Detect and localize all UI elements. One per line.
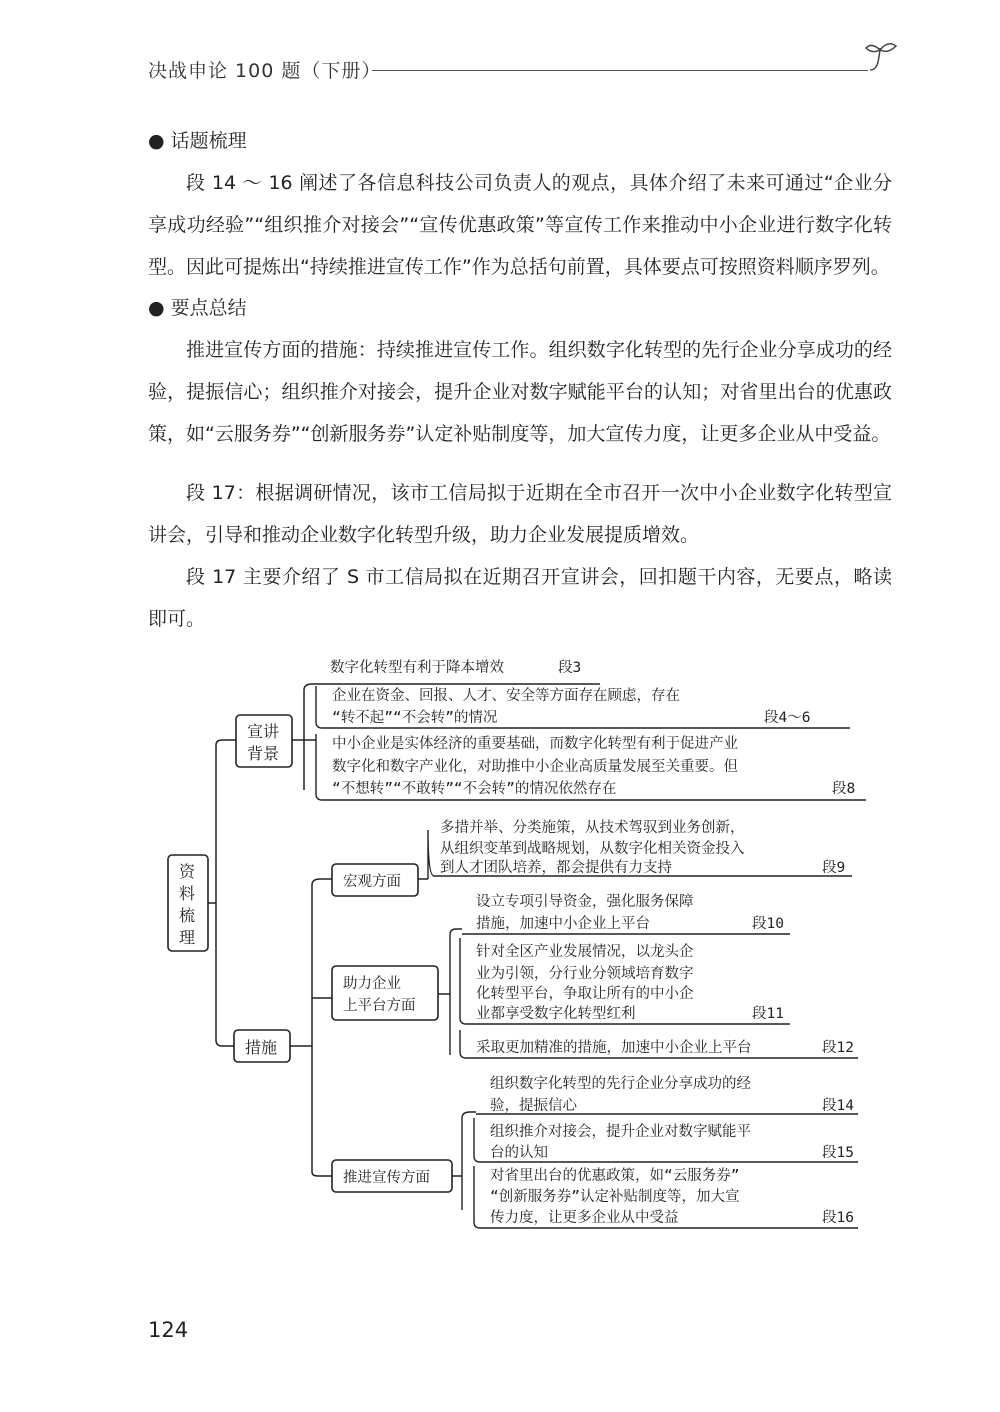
summary-heading: ● 要点总结 (148, 297, 247, 319)
platform-item-2-line-2: 业为引领，分行业分领域培育数字 (476, 966, 694, 982)
promotion-item-3-line-1: 对省里出台的优惠政策，如“云服务券” (490, 1168, 740, 1184)
background-connector (292, 684, 316, 790)
root-char-1: 资 (179, 862, 196, 881)
promotion-item-2-line-1: 组织推介对接会，提升企业对数字赋能平 (490, 1124, 751, 1140)
bg-item-2-ref: 段4～6 (764, 710, 811, 726)
platform-item-1-line-1: 设立专项引导资金，强化服务保障 (476, 894, 694, 910)
background-label-line-2: 背景 (247, 744, 280, 763)
platform-item-3-line-1: 采取更加精准的措施，加速中小企业上平台 (476, 1040, 752, 1056)
bg-item-2-line-2: “转不起”“不会转”的情况 (332, 710, 498, 726)
bg-item-1-line-1: 数字化转型有利于降本增效 (330, 660, 504, 676)
root-char-2: 料 (179, 884, 196, 903)
macro-label: 宏观方面 (343, 874, 401, 890)
para17-paragraph: 段 17：根据调研情况，该市工信局拟于近期在全市召开一次中小企业数字化转型宣讲会，引导和推动企业数字化转型升级，助力企业发展提质增效。 (148, 482, 892, 546)
promotion-label: 推进宣传方面 (343, 1170, 430, 1186)
promotion-connector (452, 1112, 476, 1210)
macro-item-line-2: 从组织变革到战略规划，从数字化相关资金投入 (440, 841, 745, 857)
bg-item-3-ref: 段8 (832, 781, 856, 797)
platform-item-1-line-2: 措施，加速中小企业上平台 (476, 916, 650, 932)
measures-connector (290, 879, 332, 1176)
running-header: 决战申论 100 题（下册） (148, 60, 382, 82)
sprout-icon (862, 38, 902, 78)
platform-label-line-2: 上平台方面 (343, 998, 416, 1014)
topic-heading: ● 话题梳理 (148, 130, 247, 152)
bg-item-3-line-3: “不想转”“不敢转”“不会转”的情况依然存在 (332, 781, 617, 797)
root-char-4: 理 (179, 928, 196, 947)
platform-item-2-ref: 段11 (752, 1006, 784, 1022)
para17-note-paragraph: 段 17 主要介绍了 S 市工信局拟在近期召开宣讲会，回扣题干内容，无要点，略读即可。 (148, 566, 892, 630)
platform-item-2-line-1: 针对全区产业发展情况，以龙头企 (476, 944, 694, 960)
promotion-item-1-line-1: 组织数字化转型的先行企业分享成功的经 (490, 1076, 751, 1092)
platform-label-line-1: 助力企业 (343, 976, 401, 992)
promotion-item-3-line-3: 传力度，让更多企业从中受益 (490, 1210, 679, 1226)
bg-item-2-line-1: 企业在资金、回报、人才、安全等方面存在顾虑，存在 (332, 688, 680, 704)
platform-item-3-ref: 段12 (822, 1040, 854, 1056)
promotion-item-1-line-2: 验，提振信心 (490, 1098, 577, 1114)
platform-connector (438, 929, 462, 1055)
page-number: 124 (148, 1318, 189, 1342)
root-connector (208, 740, 236, 1046)
mindmap (0, 640, 1000, 1240)
promotion-item-2-ref: 段15 (822, 1145, 854, 1161)
topic-paragraph: 段 14 ～ 16 阐述了各信息科技公司负责人的观点，具体介绍了未来可通过“企业分享成功经验”“组织推介对接会”“宣传优惠政策”等宣传工作来推动中小企业进行数字化转型。因此可提炼出“持续推进宣传工作”作为总括句前置，具体要点可按照资料顺序罗列。 (148, 172, 892, 278)
bg-item-3-line-2: 数字化和数字产业化，对助推中小企业高质量发展至关重要。但 (332, 759, 738, 775)
background-label-line-1: 宣讲 (247, 722, 280, 741)
bg-item-3-line-1: 中小企业是实体经济的重要基础，而数字化转型有利于促进产业 (332, 736, 738, 752)
promotion-item-2-line-2: 台的认知 (490, 1145, 548, 1161)
summary-paragraph: 推进宣传方面的措施：持续推进宣传工作。组织数字化转型的先行企业分享成功的经验，提振信心；组织推介对接会，提升企业对数字赋能平台的认知；对省里出台的优惠政策，如“云服务券”“创新服务券”认定补贴制度等，加大宣传力度，让更多企业从中受益。 (148, 339, 892, 445)
platform-item-2-line-4: 业都享受数字化转型红利 (476, 1006, 636, 1022)
header-rule (372, 70, 868, 71)
promotion-item-3-ref: 段16 (822, 1210, 854, 1226)
promotion-item-1-ref: 段14 (822, 1098, 854, 1114)
root-char-3: 梳 (179, 906, 196, 925)
macro-item-ref: 段9 (822, 860, 846, 876)
promotion-item-3-line-2: “创新服务券”认定补贴制度等，加大宣 (490, 1189, 740, 1205)
macro-item-line-1: 多措并举、分类施策，从技术驾驭到业务创新， (440, 820, 745, 836)
platform-item-1-ref: 段10 (752, 916, 784, 932)
measures-label: 措施 (245, 1038, 278, 1057)
macro-item-line-3: 到人才团队培养，都会提供有力支持 (440, 860, 672, 876)
bg-item-1-ref: 段3 (558, 660, 582, 676)
platform-item-2-line-3: 化转型平台，争取让所有的中小企 (476, 986, 694, 1002)
